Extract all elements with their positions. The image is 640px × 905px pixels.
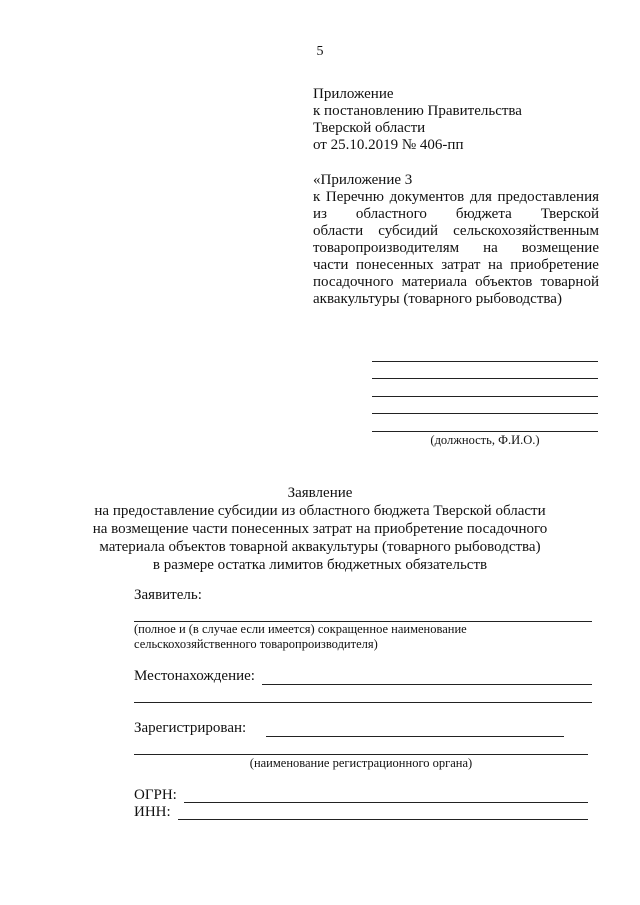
statement-heading	[0, 484, 640, 574]
applicant-label: Заявитель:	[134, 587, 202, 603]
word: для	[469, 189, 492, 205]
addressee-blank-line[interactable]	[372, 361, 598, 362]
appendix3-header	[313, 172, 599, 308]
location-input-line[interactable]	[262, 684, 592, 685]
word: из	[313, 206, 327, 222]
word: документов	[389, 189, 465, 205]
word: областного	[355, 206, 427, 222]
addressee-blank-line[interactable]	[372, 378, 598, 379]
applicant-caption-line: сельскохозяйственного товаропроизводителя)	[134, 637, 378, 651]
appendix-line: от 25.10.2019 № 406-пп	[313, 137, 464, 153]
word: субсидий	[378, 223, 438, 239]
appendix3-line	[313, 240, 599, 257]
appendix3-line	[313, 189, 599, 206]
appendix-header	[313, 86, 599, 154]
location-label: Местонахождение:	[134, 668, 255, 684]
word: области	[313, 223, 364, 239]
registered-input-line[interactable]	[266, 736, 564, 737]
appendix-line: Тверской области	[313, 120, 426, 136]
appendix3-line	[313, 257, 599, 274]
word: Перечню	[325, 189, 384, 205]
registered-caption: (наименование регистрационного органа)	[249, 756, 473, 770]
addressee-caption: (должность, Ф.И.О.)	[430, 433, 540, 447]
word: приобретение	[510, 257, 599, 273]
applicant-caption	[134, 622, 467, 652]
statement-line: на возмещение части понесенных затрат на приобретение посадочного	[92, 521, 548, 537]
word: Тверской	[540, 206, 599, 222]
word: возмещение	[521, 240, 599, 256]
appendix3-line	[313, 274, 599, 291]
appendix3-last-line: аквакультуры (товарного рыбоводства)	[313, 291, 562, 307]
inn-input-line[interactable]	[178, 819, 588, 820]
word: части	[313, 257, 349, 273]
word: объектов	[475, 274, 533, 290]
statement-line: материала объектов товарной аквакультуры (товарного рыбоводства)	[99, 539, 541, 555]
word: посадочного	[313, 274, 394, 290]
word: на	[487, 257, 503, 273]
statement-title: Заявление	[287, 485, 353, 501]
statement-line: на предоставление субсидии из областного бюджета Тверской области	[94, 503, 546, 519]
word: предоставления	[497, 189, 599, 205]
word: бюджета	[455, 206, 512, 222]
statement-line: в размере остатка лимитов бюджетных обязательств	[152, 557, 488, 573]
ogrn-input-line[interactable]	[184, 802, 588, 803]
word: к	[313, 189, 321, 205]
word: товаропроизводителям	[313, 240, 460, 256]
word: затрат	[441, 257, 481, 273]
registered-blank-line[interactable]	[134, 754, 588, 755]
word: на	[483, 240, 498, 256]
appendix3-title: «Приложение 3	[313, 172, 413, 188]
word: товарной	[540, 274, 599, 290]
appendix3-line	[313, 223, 599, 240]
word: сельскохозяйственным	[453, 223, 599, 239]
word: понесенных	[355, 257, 434, 273]
inn-label: ИНН:	[134, 804, 171, 820]
appendix3-line	[313, 206, 599, 223]
addressee-blank-line[interactable]	[372, 431, 598, 432]
location-blank-line[interactable]	[134, 702, 592, 703]
applicant-caption-line: (полное и (в случае если имеется) сокращенное наименование	[134, 622, 467, 636]
appendix-line: к постановлению Правительства	[313, 103, 522, 119]
addressee-blank-line[interactable]	[372, 396, 598, 397]
appendix-line: Приложение	[313, 86, 394, 102]
word: материала	[401, 274, 467, 290]
page-number: 5	[316, 44, 324, 59]
addressee-blank-line[interactable]	[372, 413, 598, 414]
registered-label: Зарегистрирован:	[134, 720, 247, 736]
ogrn-label: ОГРН:	[134, 787, 177, 803]
